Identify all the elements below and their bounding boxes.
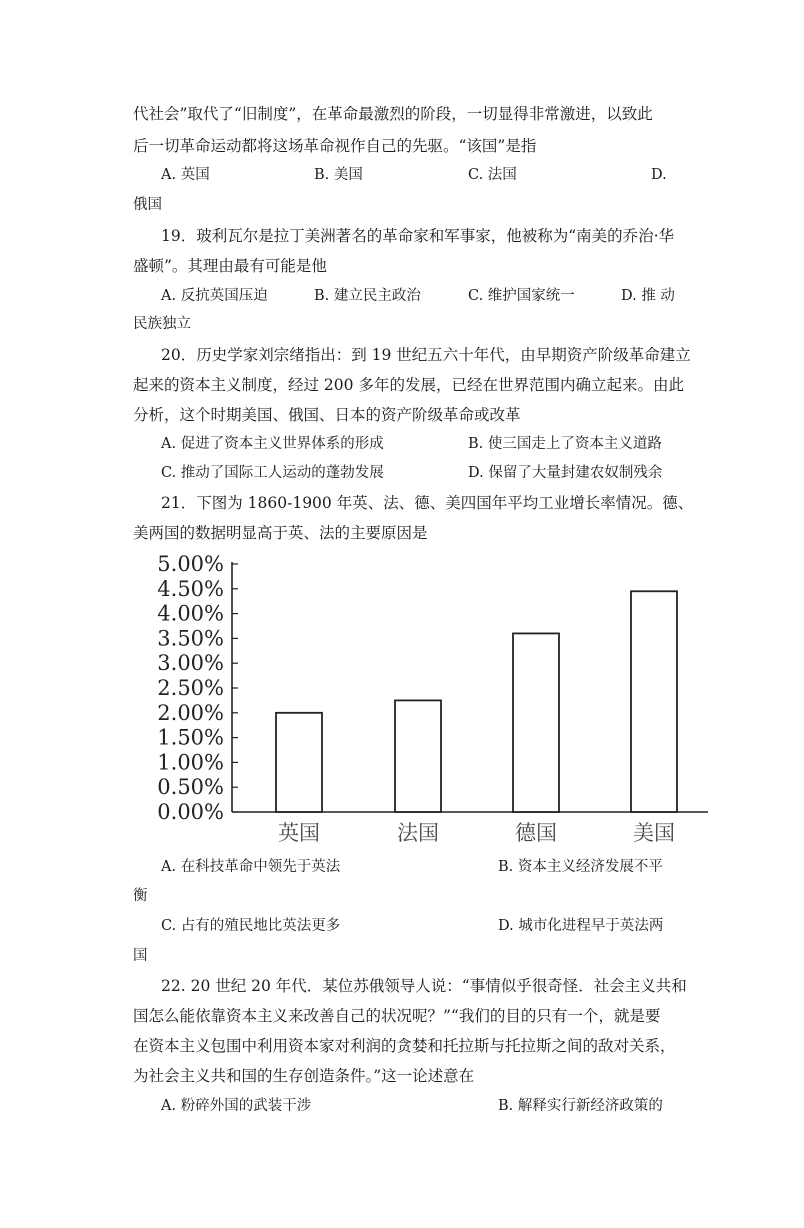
q20-option-a: A. 促进了资本主义世界体系的形成 bbox=[161, 436, 384, 452]
q19-option-b: B. 建立民主政治 bbox=[314, 288, 421, 304]
q21-line-1: 21．下图为 1860-1900 年英、法、德、美四国年平均工业增长率情况。德、 bbox=[161, 494, 694, 512]
q18-option-d-wrap: 俄国 bbox=[133, 197, 162, 213]
q21-option-a: A. 在科技革命中领先于英法 bbox=[161, 859, 341, 875]
q20-line-1: 20．历史学家刘宗绪指出：到 19 世纪五六十年代，由早期资产阶级革命建立 bbox=[161, 346, 691, 364]
q21-option-b: B. 资本主义经济发展不平 bbox=[498, 859, 663, 875]
q21-option-c: C. 占有的殖民地比英法更多 bbox=[161, 918, 341, 934]
y-tick-label: 1.00% bbox=[157, 750, 224, 775]
q20-line-3: 分析，这个时期美国、俄国、日本的资产阶级革命或改革 bbox=[133, 406, 521, 424]
q18-line-1: 代社会”取代了“旧制度”，在革命最激烈的阶段，一切显得非常激进，以致此 bbox=[133, 105, 653, 123]
x-category-label: 英国 bbox=[278, 821, 320, 845]
bar bbox=[631, 591, 677, 812]
y-tick-label: 3.00% bbox=[157, 651, 224, 676]
q22-line-3: 在资本主义包围中利用资本家对利润的贪婪和托拉斯与托拉斯之间的敌对关系， bbox=[133, 1037, 676, 1055]
q18-line-2: 后一切革命运动都将这场革命视作自己的先驱。“该国”是指 bbox=[133, 137, 537, 155]
q22-line-1: 22. 20 世纪 20 年代．某位苏俄领导人说：“事情似乎很奇怪．社会主义共和 bbox=[161, 977, 687, 995]
x-category-label: 德国 bbox=[515, 821, 557, 845]
q20-option-d: D. 保留了大量封建农奴制残余 bbox=[468, 465, 663, 481]
q19-option-d-wrap: 民族独立 bbox=[133, 316, 191, 332]
q19-option-d: D. 推 动 bbox=[621, 288, 675, 304]
q22-line-2: 国怎么能依靠资本主义来改善自己的状况呢？”“我们的目的只有一个，就是要 bbox=[133, 1007, 661, 1025]
q22-option-a: A. 粉碎外国的武装干涉 bbox=[161, 1098, 312, 1114]
q18-option-b: B. 美国 bbox=[314, 167, 363, 183]
q21-option-d-wrap: 国 bbox=[133, 948, 148, 964]
q20-line-2: 起来的资本主义制度，经过 200 多年的发展，已经在世界范围内确立起来。由此 bbox=[133, 376, 684, 394]
y-tick-label: 1.50% bbox=[157, 725, 224, 750]
y-tick-label: 4.00% bbox=[157, 601, 224, 626]
x-category-label: 法国 bbox=[397, 821, 439, 845]
q18-option-c: C. 法国 bbox=[468, 167, 517, 183]
q19-line-1: 19．玻利瓦尔是拉丁美洲著名的革命家和军事家，他被称为“南美的乔治·华 bbox=[161, 227, 675, 245]
y-tick-label: 3.50% bbox=[157, 626, 224, 651]
y-tick-label: 4.50% bbox=[157, 576, 224, 601]
q19-option-a: A. 反抗英国压迫 bbox=[161, 288, 268, 304]
y-tick-label: 2.50% bbox=[157, 676, 224, 700]
q19-line-2: 盛顿”。其理由最有可能是他 bbox=[133, 257, 327, 275]
y-tick-label: 0.00% bbox=[157, 800, 224, 824]
y-tick-label: 0.50% bbox=[157, 775, 224, 800]
x-category-label: 美国 bbox=[633, 821, 675, 845]
y-tick-label: 5.00% bbox=[157, 552, 224, 576]
bar bbox=[513, 633, 559, 812]
q20-option-b: B. 使三国走上了资本主义道路 bbox=[468, 436, 662, 452]
q22-line-4: 为社会主义共和国的生存创造条件。”这一论述意在 bbox=[133, 1067, 475, 1085]
q21-option-d: D. 城市化进程早于英法两 bbox=[498, 918, 664, 934]
q18-option-a: A. 英国 bbox=[161, 167, 210, 183]
q19-option-c: C. 维护国家统一 bbox=[468, 288, 575, 304]
q21-line-2: 美两国的数据明显高于英、法的主要原因是 bbox=[133, 524, 428, 542]
q21-option-b-wrap: 衡 bbox=[133, 888, 148, 904]
q22-option-b: B. 解释实行新经济政策的 bbox=[498, 1098, 663, 1114]
bar bbox=[395, 700, 441, 812]
q20-option-c: C. 推动了国际工人运动的蓬勃发展 bbox=[161, 465, 384, 481]
q18-option-d: D. bbox=[651, 167, 667, 183]
bar bbox=[276, 713, 322, 812]
y-tick-label: 2.00% bbox=[157, 700, 224, 725]
growth-rate-bar-chart bbox=[0, 548, 804, 848]
